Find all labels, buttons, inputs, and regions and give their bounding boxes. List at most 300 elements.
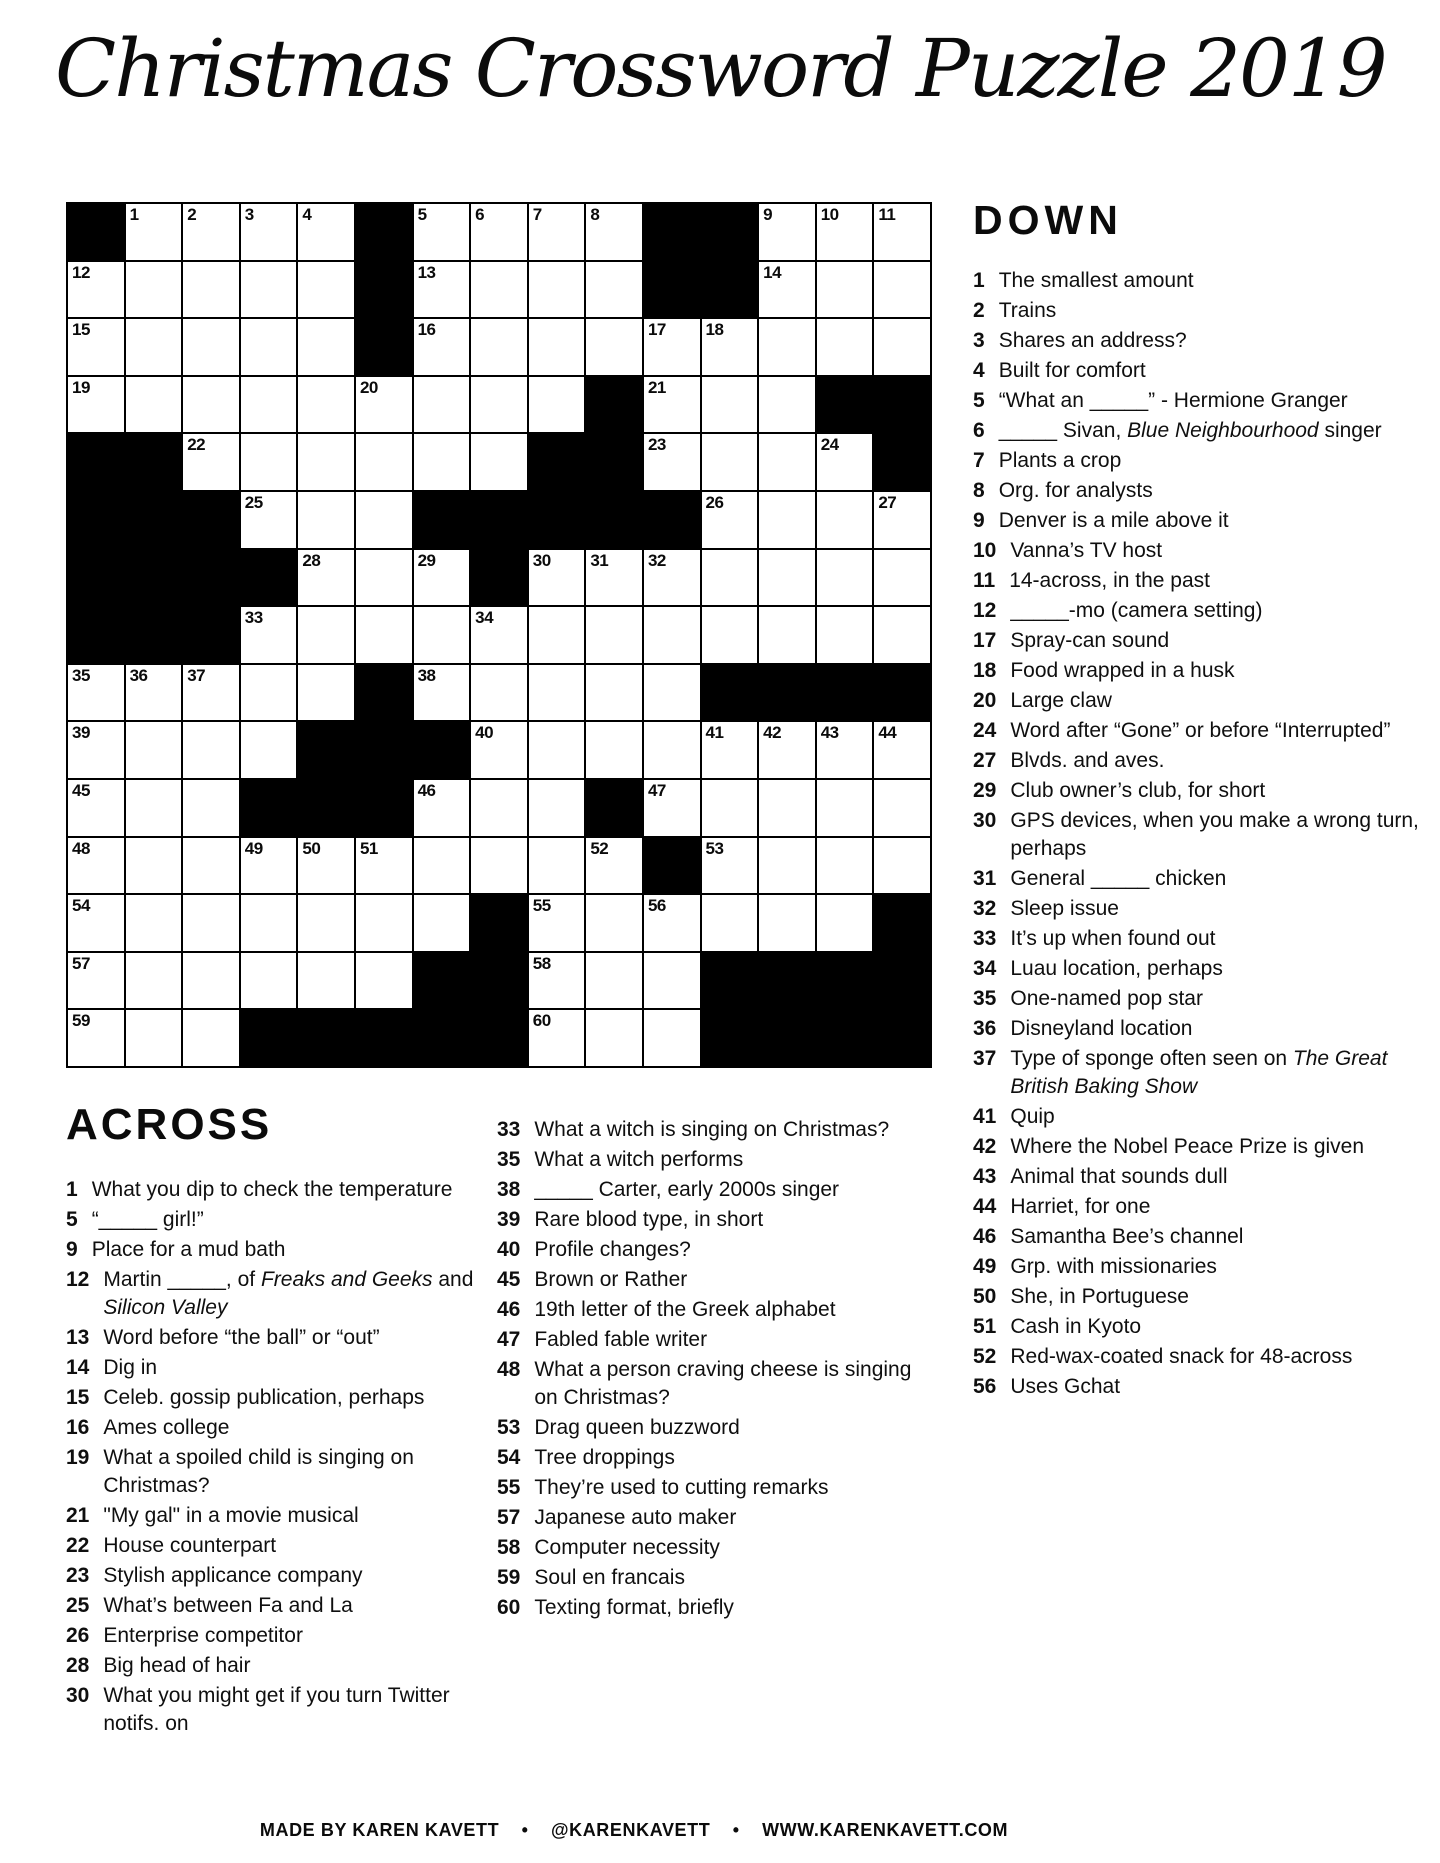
grid-cell xyxy=(758,376,816,434)
cell-number: 48 xyxy=(72,838,90,858)
clue-item xyxy=(973,1373,1433,1401)
grid-cell xyxy=(528,952,586,1010)
clue-item xyxy=(973,627,1433,655)
grid-cell-black xyxy=(470,491,528,549)
cell-number: 7 xyxy=(532,205,542,224)
grid-cell xyxy=(528,1009,586,1067)
clue-text: The smallest amount xyxy=(998,269,1194,292)
clue-text: Computer necessity xyxy=(534,1536,720,1559)
clue-text: What a witch is singing on Christmas? xyxy=(534,1118,890,1141)
grid-cell xyxy=(585,837,643,895)
clue-text: _____-mo (camera setting) xyxy=(1010,599,1263,622)
grid-cell-black xyxy=(125,433,183,491)
grid-cell xyxy=(240,894,298,952)
cell-number: 5 xyxy=(417,205,427,224)
grid-cell xyxy=(297,261,355,319)
clue-number: 11 xyxy=(973,569,996,592)
clue-item xyxy=(973,955,1433,983)
clue-item xyxy=(973,297,1433,325)
clue-text: Plants a crop xyxy=(998,449,1122,472)
clue-text: Ames college xyxy=(103,1416,230,1439)
clue-number: 47 xyxy=(497,1328,521,1351)
cell-number: 46 xyxy=(417,780,436,800)
clue-text: Disneyland location xyxy=(1010,1017,1193,1040)
clue-text: Built for comfort xyxy=(998,359,1146,382)
cell-number: 34 xyxy=(475,608,494,628)
cell-number: 31 xyxy=(590,550,609,570)
cell-number: 41 xyxy=(705,723,724,743)
grid-cell xyxy=(585,1009,643,1067)
clue-number: 17 xyxy=(973,629,997,652)
clue-item xyxy=(66,1266,486,1322)
grid-cell xyxy=(355,376,413,434)
clue-item xyxy=(66,1206,486,1234)
cell-number: 35 xyxy=(72,665,90,685)
clue-text: Fabled fable writer xyxy=(534,1328,708,1351)
grid-cell xyxy=(643,549,701,607)
grid-cell xyxy=(873,606,931,664)
grid-cell xyxy=(873,318,931,376)
grid-cell xyxy=(528,721,586,779)
cell-number: 14 xyxy=(763,262,782,282)
grid-cell xyxy=(816,837,874,895)
clue-text: What you might get if you turn Twitter notifs. on xyxy=(103,1684,450,1735)
grid-cell xyxy=(240,721,298,779)
cell-number: 56 xyxy=(647,896,666,916)
clue-number: 43 xyxy=(973,1165,997,1188)
clue-number: 31 xyxy=(973,867,997,890)
clue-item xyxy=(973,747,1433,775)
grid-cell xyxy=(470,779,528,837)
clue-item xyxy=(973,1313,1433,1341)
grid-cell xyxy=(297,318,355,376)
clue-text: Celeb. gossip publication, perhaps xyxy=(103,1386,425,1409)
clue-item xyxy=(973,687,1433,715)
clue-text: Grp. with missionaries xyxy=(1010,1255,1217,1278)
clue-text: Sleep issue xyxy=(1010,897,1119,920)
cell-number: 39 xyxy=(72,723,90,743)
grid-cell xyxy=(182,433,240,491)
grid-cell xyxy=(701,721,759,779)
grid-cell xyxy=(67,837,125,895)
grid-cell-black xyxy=(297,779,355,837)
cell-number: 3 xyxy=(244,205,254,224)
across-heading: ACROSS xyxy=(66,1100,273,1149)
grid-cell xyxy=(297,894,355,952)
clue-number: 7 xyxy=(973,449,985,472)
clue-number: 5 xyxy=(66,1208,78,1231)
grid-cell xyxy=(528,606,586,664)
grid-cell-black xyxy=(758,664,816,722)
grid-cell xyxy=(470,606,528,664)
grid-cell xyxy=(240,606,298,664)
grid-cell-black xyxy=(355,261,413,319)
grid-cell xyxy=(297,952,355,1010)
cell-number: 17 xyxy=(647,320,666,340)
grid-cell xyxy=(413,779,471,837)
grid-cell xyxy=(528,894,586,952)
clue-text: Stylish applicance company xyxy=(103,1564,363,1587)
clue-number: 35 xyxy=(497,1148,521,1171)
clue-number: 29 xyxy=(973,779,997,802)
grid-cell xyxy=(758,261,816,319)
clue-item xyxy=(497,1594,929,1622)
grid-cell xyxy=(67,894,125,952)
clue-item xyxy=(973,537,1433,565)
grid-cell xyxy=(701,837,759,895)
clue-number: 15 xyxy=(66,1386,90,1409)
grid-cell xyxy=(758,779,816,837)
grid-cell xyxy=(528,549,586,607)
grid-cell-black xyxy=(643,261,701,319)
clue-number: 55 xyxy=(497,1476,521,1499)
grid-cell xyxy=(470,318,528,376)
clue-number: 37 xyxy=(973,1047,997,1070)
clue-number: 46 xyxy=(497,1298,521,1321)
clue-item xyxy=(497,1326,929,1354)
clue-text: Rare blood type, in short xyxy=(534,1208,764,1231)
crossword-grid xyxy=(66,202,932,1068)
grid-cell xyxy=(182,721,240,779)
clue-text: Food wrapped in a husk xyxy=(1010,659,1235,682)
grid-cell xyxy=(816,491,874,549)
grid-cell xyxy=(297,837,355,895)
cell-number: 9 xyxy=(763,205,773,224)
clue-text: Profile changes? xyxy=(534,1238,691,1261)
grid-cell-black xyxy=(67,203,125,261)
clue-number: 49 xyxy=(973,1255,997,1278)
clue-item xyxy=(66,1176,486,1204)
clue-text: House counterpart xyxy=(103,1534,277,1557)
grid-cell xyxy=(240,952,298,1010)
clue-text: What a person craving cheese is singing on Christmas? xyxy=(534,1358,912,1409)
grid-cell xyxy=(643,606,701,664)
grid-cell-black xyxy=(816,1009,874,1067)
grid-cell xyxy=(643,779,701,837)
grid-cell xyxy=(240,664,298,722)
clue-text: What’s between Fa and La xyxy=(103,1594,353,1617)
grid-cell-black xyxy=(297,1009,355,1067)
grid-cell xyxy=(470,261,528,319)
cell-number: 32 xyxy=(647,550,666,570)
grid-cell-black xyxy=(758,952,816,1010)
grid-cell-black xyxy=(67,549,125,607)
grid-cell-black xyxy=(413,952,471,1010)
clue-item xyxy=(66,1502,486,1530)
clue-text: 19th letter of the Greek alphabet xyxy=(534,1298,836,1321)
grid-cell xyxy=(413,837,471,895)
grid-cell-black xyxy=(125,549,183,607)
clue-item xyxy=(973,267,1433,295)
clue-item xyxy=(497,1236,929,1264)
grid-cell-black xyxy=(470,894,528,952)
grid-cell-black xyxy=(240,549,298,607)
grid-cell xyxy=(182,203,240,261)
grid-cell xyxy=(816,261,874,319)
clue-text: Blvds. and aves. xyxy=(1010,749,1165,772)
clue-item xyxy=(497,1356,929,1412)
clue-text: Japanese auto maker xyxy=(534,1506,737,1529)
clue-text: “What an _____” - Hermione Granger xyxy=(998,389,1348,412)
grid-cell xyxy=(182,952,240,1010)
grid-cell xyxy=(125,721,183,779)
cell-number: 58 xyxy=(532,953,551,973)
grid-cell-black xyxy=(240,1009,298,1067)
grid-cell-black xyxy=(355,203,413,261)
clue-item xyxy=(497,1414,929,1442)
clue-text: Enterprise competitor xyxy=(103,1624,303,1647)
clue-text: 14-across, in the past xyxy=(1009,569,1210,592)
clue-text: One-named pop star xyxy=(1010,987,1203,1010)
grid-cell xyxy=(816,721,874,779)
grid-cell-black xyxy=(701,261,759,319)
cell-number: 2 xyxy=(187,205,197,224)
cell-number: 38 xyxy=(417,665,436,685)
grid-cell-black xyxy=(585,779,643,837)
grid-cell-black xyxy=(413,1009,471,1067)
grid-cell-black xyxy=(816,664,874,722)
clue-text: Shares an address? xyxy=(998,329,1187,352)
grid-cell xyxy=(67,318,125,376)
cell-number: 51 xyxy=(359,838,378,858)
grid-cell-black xyxy=(873,952,931,1010)
clue-item xyxy=(66,1532,486,1560)
grid-cell-black xyxy=(758,1009,816,1067)
grid-cell-black xyxy=(355,1009,413,1067)
grid-cell-black xyxy=(701,1009,759,1067)
grid-cell xyxy=(182,779,240,837)
down-clue-list xyxy=(973,267,1433,1401)
clue-text: Trains xyxy=(998,299,1057,322)
clue-text: Harriet, for one xyxy=(1010,1195,1151,1218)
grid-cell xyxy=(758,606,816,664)
clue-number: 59 xyxy=(497,1566,521,1589)
clue-text: Brown or Rather xyxy=(534,1268,688,1291)
clue-text: Drag queen buzzword xyxy=(534,1416,740,1439)
clue-item xyxy=(66,1622,486,1650)
grid-cell-black xyxy=(873,1009,931,1067)
grid-cell xyxy=(701,376,759,434)
clue-item xyxy=(973,597,1433,625)
clue-item xyxy=(66,1414,486,1442)
grid-cell xyxy=(413,203,471,261)
clue-item xyxy=(66,1682,486,1738)
clue-item xyxy=(497,1474,929,1502)
cell-number: 23 xyxy=(647,435,666,455)
grid-cell xyxy=(873,203,931,261)
clue-text: GPS devices, when you make a wrong turn, perhaps xyxy=(1010,809,1419,860)
clue-number: 33 xyxy=(497,1118,521,1141)
grid-cell xyxy=(470,433,528,491)
clue-item xyxy=(497,1176,929,1204)
clue-number: 9 xyxy=(973,509,985,532)
grid-cell xyxy=(413,894,471,952)
clue-number: 28 xyxy=(66,1654,90,1677)
grid-cell xyxy=(125,664,183,722)
clue-number: 23 xyxy=(66,1564,90,1587)
cell-number: 52 xyxy=(590,838,609,858)
cell-number: 53 xyxy=(705,838,724,858)
grid-cell xyxy=(643,376,701,434)
clue-item xyxy=(973,387,1433,415)
clue-item xyxy=(66,1236,486,1264)
grid-cell-black xyxy=(355,721,413,779)
clue-text: "My gal" in a movie musical xyxy=(103,1504,359,1527)
grid-cell xyxy=(297,664,355,722)
grid-cell xyxy=(758,894,816,952)
clue-text: Quip xyxy=(1010,1105,1055,1128)
grid-cell xyxy=(240,491,298,549)
grid-cell xyxy=(816,779,874,837)
grid-cell xyxy=(125,261,183,319)
grid-cell xyxy=(125,894,183,952)
grid-cell-black xyxy=(643,837,701,895)
clue-text: _____ Carter, early 2000s singer xyxy=(534,1178,840,1201)
clue-text: _____ Sivan, Blue Neighbourhood singer xyxy=(998,419,1382,442)
grid-cell-black xyxy=(701,664,759,722)
clue-text: Animal that sounds dull xyxy=(1010,1165,1228,1188)
cell-number: 18 xyxy=(705,320,724,340)
grid-cell-black xyxy=(585,376,643,434)
grid-cell xyxy=(816,203,874,261)
clue-number: 41 xyxy=(973,1105,997,1128)
clue-text: Vanna’s TV host xyxy=(1010,539,1163,562)
cell-number: 54 xyxy=(72,896,90,916)
cell-number: 27 xyxy=(878,492,897,512)
cell-number: 33 xyxy=(244,608,263,628)
grid-cell xyxy=(528,376,586,434)
cell-number: 49 xyxy=(244,838,263,858)
grid-cell xyxy=(297,203,355,261)
grid-cell xyxy=(758,433,816,491)
clue-item xyxy=(66,1652,486,1680)
clue-text: Where the Nobel Peace Prize is given xyxy=(1010,1135,1365,1158)
clue-item xyxy=(973,1283,1433,1311)
clue-text: What a spoiled child is singing on Christmas? xyxy=(103,1446,414,1497)
clue-text: Club owner’s club, for short xyxy=(1010,779,1266,802)
clue-number: 39 xyxy=(497,1208,521,1231)
grid-cell-black xyxy=(470,952,528,1010)
grid-cell-black xyxy=(67,606,125,664)
clue-number: 52 xyxy=(973,1345,997,1368)
grid-cell xyxy=(125,1009,183,1067)
grid-cell xyxy=(585,664,643,722)
grid-cell-black xyxy=(585,491,643,549)
clue-number: 60 xyxy=(497,1596,521,1619)
grid-cell-black xyxy=(701,203,759,261)
clue-item xyxy=(66,1444,486,1500)
across-clue-list-col1 xyxy=(66,1176,486,1740)
clue-number: 2 xyxy=(973,299,985,322)
grid-cell-black xyxy=(701,952,759,1010)
clue-text: Word after “Gone” or before “Interrupted” xyxy=(1010,719,1391,742)
clue-text: Word before “the ball” or “out” xyxy=(103,1326,380,1349)
clue-number: 12 xyxy=(973,599,997,622)
grid-cell xyxy=(643,952,701,1010)
clue-number: 13 xyxy=(66,1326,90,1349)
grid-cell xyxy=(240,376,298,434)
cell-number: 59 xyxy=(72,1011,90,1031)
grid-cell-black xyxy=(182,606,240,664)
grid-cell xyxy=(873,721,931,779)
clue-item xyxy=(973,567,1433,595)
grid-cell-black xyxy=(125,606,183,664)
clue-number: 19 xyxy=(66,1446,90,1469)
clue-number: 51 xyxy=(973,1315,997,1338)
down-heading: DOWN xyxy=(973,197,1123,243)
grid-cell xyxy=(701,779,759,837)
clue-text: Dig in xyxy=(103,1356,158,1379)
cell-number: 24 xyxy=(820,435,839,455)
grid-cell-black xyxy=(873,894,931,952)
grid-cell xyxy=(67,376,125,434)
clue-number: 54 xyxy=(497,1446,521,1469)
grid-cell-black xyxy=(585,433,643,491)
clue-number: 48 xyxy=(497,1358,521,1381)
grid-cell-black xyxy=(240,779,298,837)
clue-number: 18 xyxy=(973,659,997,682)
clue-text: Tree droppings xyxy=(534,1446,675,1469)
grid-cell xyxy=(528,664,586,722)
clue-number: 53 xyxy=(497,1416,521,1439)
clue-item xyxy=(973,1045,1433,1101)
grid-cell-black xyxy=(297,721,355,779)
clue-item xyxy=(66,1384,486,1412)
clue-text: Samantha Bee’s channel xyxy=(1010,1225,1244,1248)
clue-text: She, in Portuguese xyxy=(1010,1285,1189,1308)
grid-cell xyxy=(470,837,528,895)
cell-number: 26 xyxy=(705,492,724,512)
cell-number: 21 xyxy=(647,377,666,397)
clue-item xyxy=(973,1015,1433,1043)
grid-cell xyxy=(355,952,413,1010)
grid-cell xyxy=(758,203,816,261)
page-title: Christmas Crossword Puzzle 2019 xyxy=(55,22,1386,115)
clue-item xyxy=(497,1206,929,1234)
clue-item xyxy=(973,417,1433,445)
clue-text: General _____ chicken xyxy=(1010,867,1227,890)
clue-text: Martin _____, of Freaks and Geeks and Silicon Valley xyxy=(103,1268,474,1319)
clue-text: Denver is a mile above it xyxy=(998,509,1229,532)
grid-cell-black xyxy=(528,433,586,491)
grid-cell-black xyxy=(355,779,413,837)
clue-number: 32 xyxy=(973,897,997,920)
grid-cell xyxy=(528,318,586,376)
clue-item xyxy=(973,507,1433,535)
clue-item xyxy=(973,657,1433,685)
grid-cell xyxy=(816,549,874,607)
clue-item xyxy=(973,807,1433,863)
grid-cell-black xyxy=(413,491,471,549)
grid-cell-black xyxy=(413,721,471,779)
grid-cell xyxy=(67,721,125,779)
grid-cell xyxy=(873,837,931,895)
cell-number: 30 xyxy=(532,550,551,570)
grid-cell xyxy=(470,376,528,434)
clue-item xyxy=(973,985,1433,1013)
clue-text: Large claw xyxy=(1010,689,1112,712)
clue-text: Red-wax-coated snack for 48-across xyxy=(1010,1345,1353,1368)
grid-cell xyxy=(125,376,183,434)
grid-cell xyxy=(297,491,355,549)
grid-cell xyxy=(240,837,298,895)
grid-cell xyxy=(240,261,298,319)
grid-cell xyxy=(413,549,471,607)
clue-item xyxy=(973,1133,1433,1161)
clue-text: Soul en francais xyxy=(534,1566,685,1589)
clue-item xyxy=(497,1504,929,1532)
clue-number: 30 xyxy=(66,1684,90,1707)
